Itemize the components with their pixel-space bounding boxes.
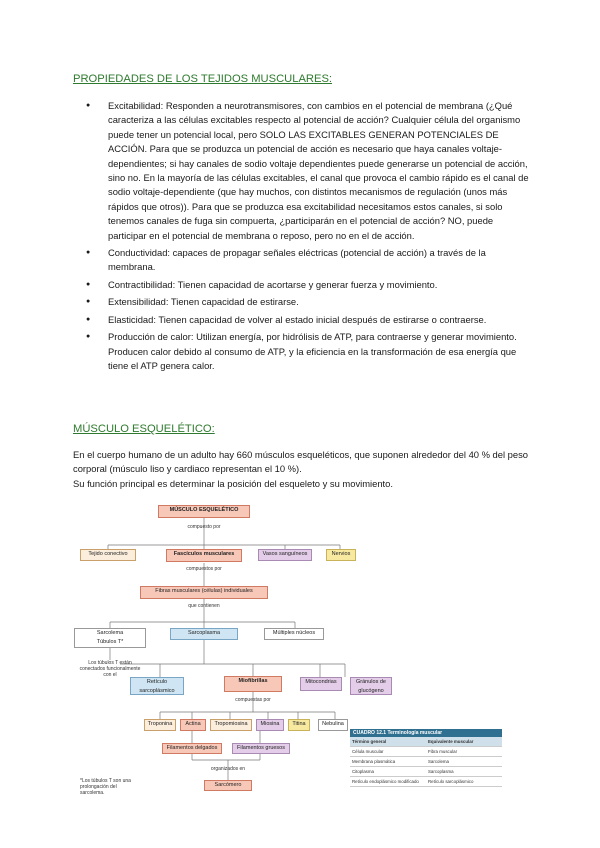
label-t-tubules-note: Los túbulos T están conectados funcionalmente con el — [79, 660, 141, 678]
diagram-footnote: *Los túbulos T son una prolongación del sarcolema. — [80, 778, 131, 796]
table-header-row — [350, 737, 502, 747]
table-cell: Célula muscular — [352, 749, 384, 754]
list-item: ● Extensibilidad: Tienen capacidad de estirarse. — [72, 295, 532, 309]
table-header-cell: Término general — [352, 739, 387, 744]
node-sarcomere: Sarcómero — [204, 780, 252, 791]
list-item: ● Elasticidad: Tienen capacidad de volver al estado inicial después de estirarse o contraerse. — [72, 313, 532, 327]
label-contain: que contienen — [188, 603, 220, 609]
list-item: ● Contractibilidad: Tienen capacidad de acortarse y generar fuerza y movimiento. — [72, 278, 532, 292]
node-connective-tissue: Tejido conectivo — [80, 549, 136, 561]
node-blood-vessels: Vasos sanguíneos — [258, 549, 312, 561]
node-nerves: Nervios — [326, 549, 356, 561]
label-composed-fem: compuestas por — [235, 697, 271, 703]
label-composed: compuestos por — [186, 566, 222, 572]
t-tubules-label: Túbulos T* — [96, 639, 124, 645]
table-cell: Retículo sarcoplásmico — [428, 779, 474, 784]
table-cell: Citoplasma — [352, 769, 374, 774]
table-header-cell: Equivalente muscular — [428, 739, 474, 744]
node-skeletal-muscle: MÚSCULO ESQUELÉTICO — [158, 505, 250, 518]
node-sarcoplasmic-reticulum: Retículo sarcoplásmico — [130, 677, 184, 695]
node-sarcolemma — [74, 628, 146, 648]
list-item: ● Producción de calor: Utilizan energía, por hidrólisis de ATP, para contraerse y generar movimiento. Producen calor debido al consumo de ATP, y la eficiencia en la transformación de esa energía que tiene el ATP genera calor. — [72, 330, 532, 373]
node-mitochondria: Mitocondrias — [300, 677, 342, 691]
table-row — [350, 747, 502, 757]
section-title-skeletal: MÚSCULO ESQUELÉTICO: — [73, 423, 215, 435]
node-thin-filaments: Filamentos delgados — [162, 743, 222, 754]
node-multiple-nuclei: Múltiples núcleos — [264, 628, 324, 640]
node-actin: Actina — [180, 719, 206, 731]
table-row — [350, 757, 502, 767]
table-row — [350, 777, 502, 787]
table-caption: CUADRO 12.1 Terminología muscular — [350, 729, 502, 737]
list-item: ● Excitabilidad: Responden a neurotransmisores, con cambios en el potencial de membrana (¿Qué caracteriza a las células excitables respecto al potencial de acción? Cualquier célula del organismo puede tener un potencial local, pero SOLO LAS EXCITABLES GENERAN POTENCIALES DE ACCIÓN. Para que se produzca un potencial de acción es necesario que haya canales voltaje-dependientes; si hay canales de sodio voltaje dependientes puede generarse un potencial de acción, sino no. En la mayoría de las células excitables, el canal que provoca el cambio rápido es el canal de sodio voltaje-dependiente (que hay muchos, con distintos mecanismos de regulación (unos más rápidos que otros)). Para que se produzca esa excitabilidad necesitamos estos canales, si solo tenemos canales de fuga sin compuerta, ¿participarán en el potencial de acción? NO, puede participar en el potencial de membrana o reposo, pero no en el de acción. — [72, 99, 532, 243]
node-fascicles: Fascículos musculares — [166, 549, 242, 562]
node-tropomyosin: Tropomiosina — [210, 719, 252, 731]
table-cell: Sarcoplasma — [428, 769, 454, 774]
paragraph-intro: En el cuerpo humano de un adulto hay 660 músculos esqueléticos, que suponen alrededor del 40 % del peso corporal (músculo liso y cardiaco representan el 10 %). — [73, 449, 529, 475]
label-composed-by: compuesto por — [187, 524, 221, 530]
node-glycogen: Gránulos de glucógeno — [350, 677, 392, 695]
table-cell: Sarcolema — [428, 759, 449, 764]
node-thick-filaments: Filamentos gruesos — [232, 743, 290, 754]
table-cell: Fibra muscular — [428, 749, 458, 754]
node-troponin: Troponina — [144, 719, 176, 731]
section-title-properties: PROPIEDADES DE LOS TEJIDOS MUSCULARES: — [73, 73, 333, 85]
paragraph-function: Su función principal es determinar la posición del esqueleto y su movimiento. — [73, 478, 393, 489]
label-organized: organizados en — [210, 766, 246, 772]
node-nebulin: Nebulina — [318, 719, 348, 731]
table-cell: Retículo endoplásmico modificado — [352, 779, 419, 784]
table-row — [350, 767, 502, 777]
node-myosin: Miosina — [256, 719, 284, 731]
sarcolemma-label: Sarcolema — [96, 630, 124, 636]
node-titin: Titina — [288, 719, 310, 731]
table-cell: Membrana plasmática — [352, 759, 396, 764]
node-muscle-fibers: Fibras musculares (células) individuales — [140, 586, 268, 599]
list-item: ● Conductividad: capaces de propagar señales eléctricas (potencial de acción) a través de la membrana. — [72, 246, 532, 275]
node-myofibrils: Miofibrillas — [224, 676, 282, 692]
terminology-table — [350, 729, 502, 787]
node-sarcoplasm: Sarcoplasma — [170, 628, 238, 640]
